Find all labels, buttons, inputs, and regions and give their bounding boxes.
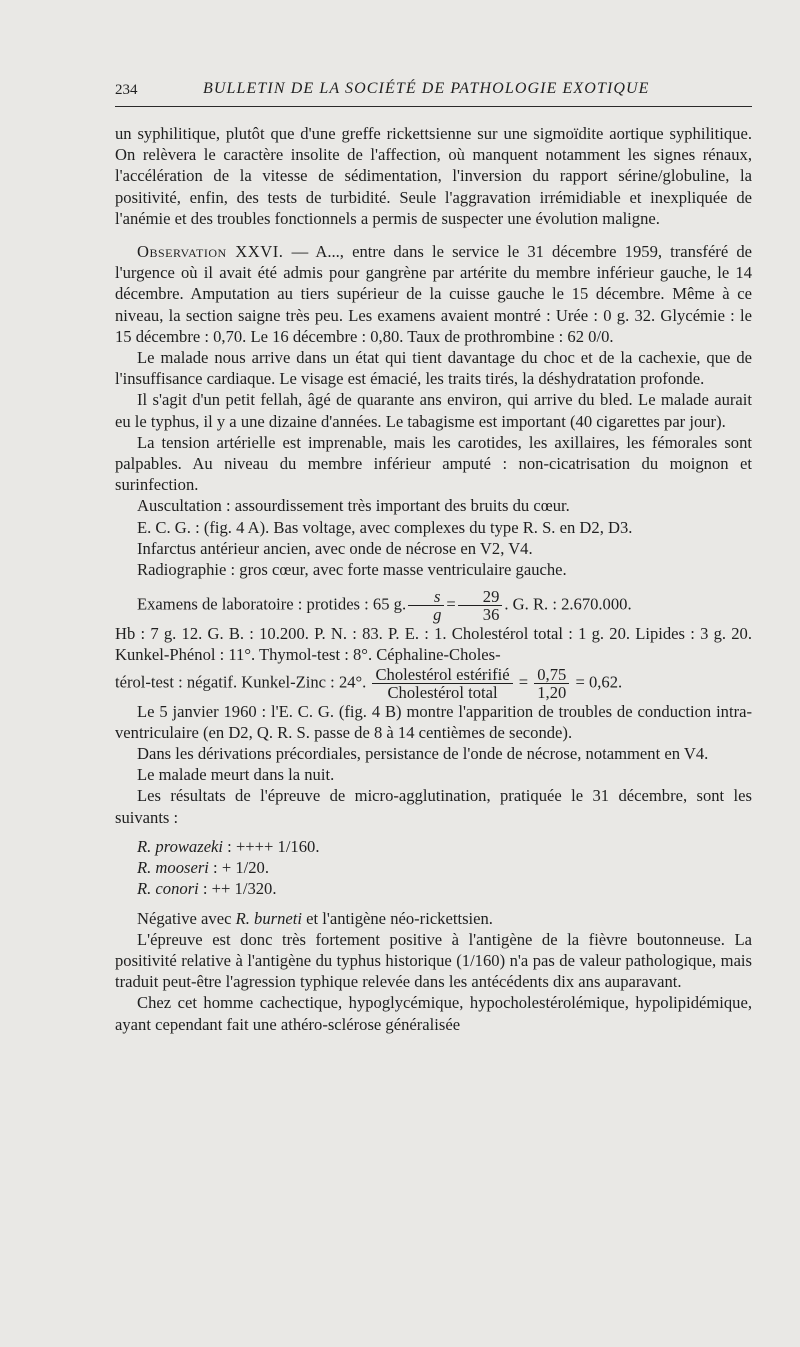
paragraph: Radiographie : gros cœur, avec forte masse ventriculaire gauche.	[137, 560, 567, 580]
paragraph: Le malade meurt dans la nuit.	[137, 765, 335, 785]
paragraph: Auscultation : assourdissement très important des bruits du cœur.	[137, 496, 570, 516]
ratio-result: = 0,62.	[575, 671, 623, 691]
paragraph: Le 5 janvier 1960 : l'E. C. G. (fig. 4 B) montre l'apparition de troubles de conduction intra-ventriculaire (en D2, Q. R. S. passe de 8 à 14 centièmes de seconde).	[115, 701, 752, 742]
lab-intro: Examens de laboratoire : protides : 65 g.	[137, 594, 407, 614]
fraction-numerator: 29	[458, 588, 503, 606]
running-header	[115, 78, 752, 107]
paragraph: La tension artérielle est imprenable, mais les carotides, les axillaires, les fémorales sont palpables. Au niveau du membre inférieur amputé : non-cicatrisation du moignon et surinfection.	[115, 432, 752, 495]
paragraph: Hb : 7 g. 12. G. B. : 10.200. P. N. : 83. P. E. : 1. Cholestérol total : 1 g. 20. Lipides : 3 g. 20. Kunkel-Phénol : 11°. Thymol-test : 8°. Céphaline-Choles-	[115, 624, 752, 665]
ratio-sg	[408, 588, 444, 623]
journal-title: BULLETIN DE LA SOCIÉTÉ DE PATHOLOGIE EXOTIQUE	[203, 80, 650, 97]
species-name: R. prowazeki	[137, 836, 224, 856]
fraction-denominator: g	[433, 605, 442, 625]
equals-sign: =	[518, 671, 529, 691]
ratio-value	[458, 588, 503, 623]
fraction-numerator: s	[408, 588, 444, 606]
paragraph: Chez cet homme cachectique, hypoglycémique, hypocholestérolémique, hypolipidémique, ayant cependant fait une athéro-sclérose généralisée	[115, 993, 752, 1034]
article-body	[115, 123, 752, 1035]
fraction-numerator: Cholestérol estérifié	[372, 666, 512, 684]
species-name: R. mooseri	[137, 858, 209, 878]
fraction-denominator: Cholestérol total	[387, 682, 498, 702]
species-name: R. conori	[137, 879, 199, 899]
fraction-denominator: 1,20	[537, 682, 567, 702]
text: Négative avec	[137, 908, 236, 928]
cholesterol-ratio-line	[115, 666, 752, 701]
observation-paragraph	[115, 241, 752, 347]
titer: : + 1/20.	[208, 858, 269, 878]
paragraph: Les résultats de l'épreuve de micro-agglutination, pratiquée le 31 décembre, sont les suivants :	[115, 786, 752, 827]
observation-text: — A..., entre dans le service le 31 décembre 1959, transféré de l'urgence où il avait été admis pour gangrène par artérite du membre inférieur gauche, le 14 décembre. Amputation au tiers supérieur de la cuisse gauche le 15 décembre. Même à ce niveau, la section saigne très peu. Les examens avaient montré : Urée : 0 g. 32. Glycémie : le 15 décembre : 0,70. Le 16 décembre : 0,80. Taux de prothrombine : 62 0/0.	[115, 242, 753, 346]
paragraph	[115, 908, 752, 929]
list-item	[115, 836, 752, 857]
paragraph: Infarctus antérieur ancien, avec onde de nécrose en V2, V4.	[137, 538, 533, 558]
paragraph: Dans les dérivations précordiales, persistance de l'onde de nécrose, notamment en V4.	[137, 744, 709, 764]
lab-after: . G. R. : 2.670.000.	[504, 594, 632, 614]
paragraph: Le malade nous arrive dans un état qui tient davantage du choc et de la cachexie, que de l'insuffisance cardiaque. Le visage est émacié, les traits tirés, la déshydratation profonde.	[115, 348, 752, 389]
cholesterol-ratio	[372, 666, 512, 701]
agglutination-list	[115, 836, 752, 900]
titer: : ++ 1/320.	[198, 879, 277, 899]
list-item	[115, 878, 752, 899]
observation-label: Observation XXVI.	[137, 242, 284, 262]
fraction-numerator: 0,75	[534, 666, 569, 684]
titer: : ++++ 1/160.	[223, 836, 320, 856]
paragraph: un syphilitique, plutôt que d'une greffe rickettsienne sur une sigmoïdite aortique syphilitique. On relèvera le caractère insolite de l'affection, où manquent notamment les signes rénaux, l'accélération de la vitesse de sédimentation, l'inversion du rapport sérine/globuline, la positivité, enfin, des tests de turbidité. Seule l'aggravation irrémidiable et inexpliquée de l'anémie et des troubles fonctionnels a permis de suspecter une évolution maligne.	[115, 124, 752, 228]
cholesterol-ratio-value	[534, 666, 569, 701]
species-name: R. burneti	[235, 908, 302, 928]
paragraph: L'épreuve est donc très fortement positive à l'antigène de la fièvre boutonneuse. La positivité relative à l'antigène du typhus historique (1/160) n'a pas de valeur pathologique, mais traduit peut-être l'agression typhique relevée dans les antécédents dix ans auparavant.	[115, 929, 752, 992]
text: et l'antigène néo-rickettsien.	[301, 908, 493, 928]
paragraph: E. C. G. : (fig. 4 A). Bas voltage, avec complexes du type R. S. en D2, D3.	[137, 517, 633, 537]
paragraph: Il s'agit d'un petit fellah, âgé de quarante ans environ, qui arrive du bled. Le malade aurait eu le typhus, il y a une dizaine d'années. Le tabagisme est important (40 cigarettes par jour).	[115, 390, 752, 431]
page-number: 234	[115, 82, 138, 98]
lab-text: térol-test : négatif. Kunkel-Zinc : 24°.	[115, 671, 367, 691]
lab-results-line	[115, 588, 752, 623]
fraction-denominator: 36	[482, 605, 500, 625]
equals-sign: =	[446, 594, 456, 614]
list-item	[115, 857, 752, 878]
